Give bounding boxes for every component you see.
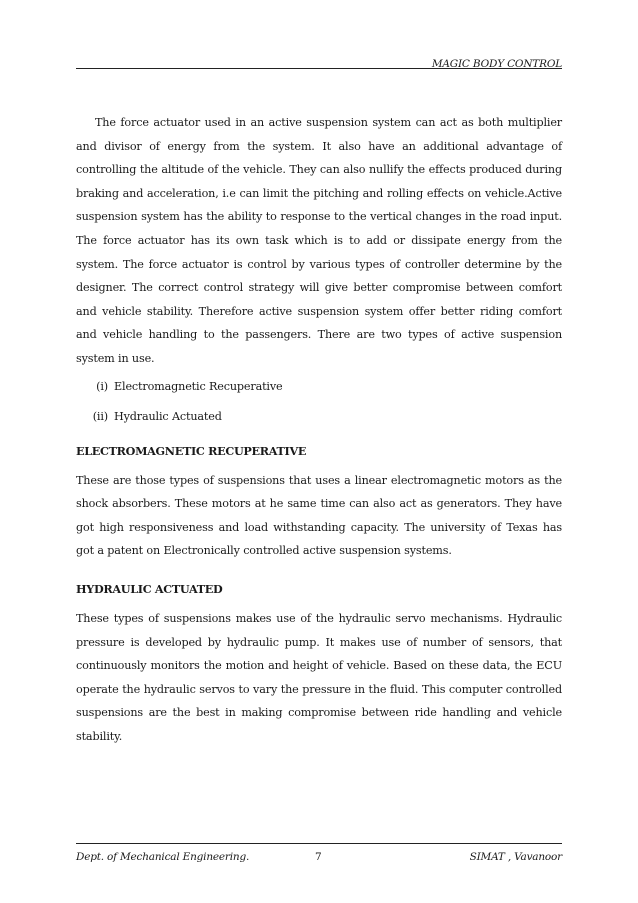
page-footer bbox=[76, 843, 562, 868]
section-body-electromagnetic: These are those types of suspensions that uses a linear electromagnetic motors as the shock absorbers. These motors at he same time can also act as generators. They have got high responsiveness and load withstanding capacity. The university of Texas has got a patent on Electronically controlled active suspension systems. bbox=[76, 473, 562, 558]
list-item-label: Hydraulic Actuated bbox=[114, 409, 222, 423]
list-marker: (ii) bbox=[92, 409, 108, 423]
list-item bbox=[76, 379, 562, 395]
footer-department: Dept. of Mechanical Engineering. bbox=[76, 851, 250, 863]
intro-paragraph: The force actuator used in an active suspension system can act as both multiplier and divisor of energy from the system. It also have an additional advantage of controlling the altitude of the vehicle. They can also nullify the effects produced during braking and acceleration, i.e can limit the pitching and rolling effects on vehicle.Active suspension system has the ability to response to the vertical changes in the road input. The force actuator has its own task which is to add or dissipate energy from the system. The force actuator is control by various types of controller determine by the designer. The correct control strategy will give better compromise between comfort and vehicle stability. Therefore active suspension system offer better riding comfort and vehicle handling to the passengers. There are two types of active suspension system in use. bbox=[76, 116, 562, 365]
header-title: MAGIC BODY CONTROL bbox=[431, 58, 562, 70]
section-heading-hydraulic: HYDRAULIC ACTUATED bbox=[76, 581, 223, 596]
section-body-hydraulic: These types of suspensions makes use of the hydraulic servo mechanisms. Hydraulic pressure is developed by hydraulic pump. It makes use of number of sensors, that continuously monitors the motion and height of vehicle. Based on these data, the ECU operate the hydraulic servos to vary the pressure in the fluid. This computer controlled suspensions are the best in making compromise between ride handling and vehicle stability. bbox=[76, 611, 562, 743]
section-heading-electromagnetic: ELECTROMAGNETIC RECUPERATIVE bbox=[76, 443, 307, 458]
list-item-label: Electromagnetic Recuperative bbox=[114, 379, 283, 393]
footer-institution: SIMAT , Vavanoor bbox=[469, 851, 562, 863]
suspension-types-list bbox=[76, 379, 562, 425]
page-header bbox=[76, 52, 562, 69]
footer-page-number: 7 bbox=[315, 851, 322, 863]
list-marker: (i) bbox=[96, 379, 108, 393]
page-content bbox=[76, 111, 562, 748]
list-item bbox=[76, 409, 562, 425]
